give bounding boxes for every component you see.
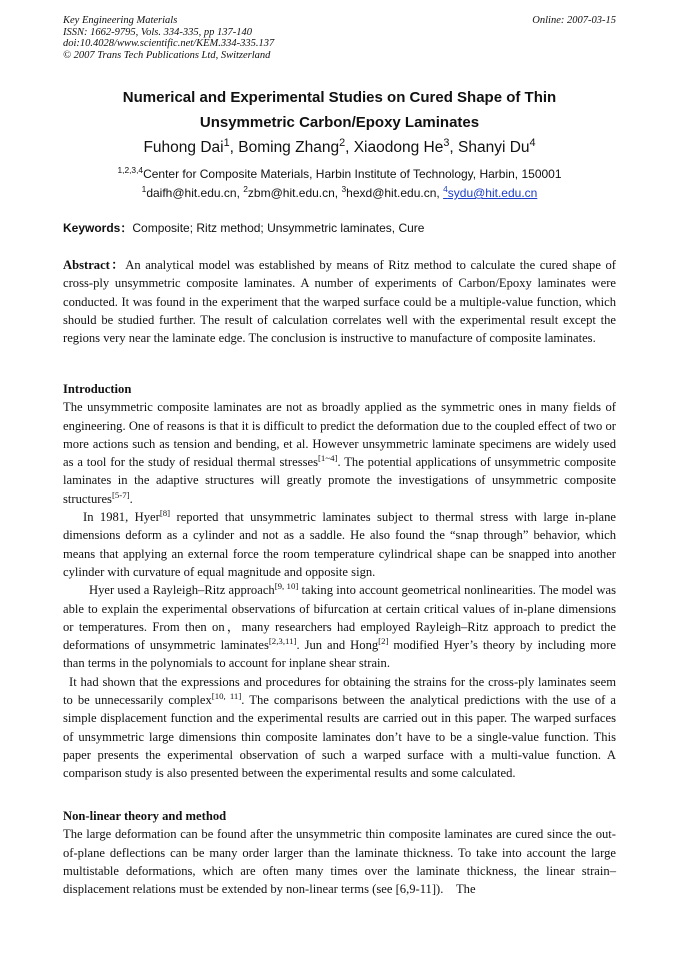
text-span: . The potential applications of unsymmetric composite laminates in the adaptive structures will greatly promote the investigations of unsymmetric composite structures: [63, 455, 616, 506]
nonlinear-heading: Non-linear theory and method: [63, 809, 227, 823]
email-sup: 2: [243, 184, 248, 194]
affiliation-line: [63, 165, 616, 184]
abstract-label: Abstract：: [63, 258, 126, 272]
text-span: reported that unsymmetric laminates subject to thermal stress with large in-plane dimensions deform as a cylinder and not as a saddle. He also found the “snap through” behavior, which means that applying an external force the room temperature cylindrical shape can be snapped into another cylinder with curvature of equal magnitude and opposite sign.: [63, 510, 616, 579]
email-sup: 1: [141, 184, 147, 194]
keywords-text: Composite; Ritz method; Unsymmetric laminates, Cure: [132, 221, 425, 235]
email-text: hexd@hit.edu.cn,: [346, 186, 440, 200]
introduction-heading: Introduction: [63, 382, 132, 396]
title-line-2: Unsymmetric Carbon/Epoxy Laminates: [199, 114, 480, 131]
email-line: [63, 184, 616, 203]
nonlinear-paragraph-1: The large deformation can be found after the unsymmetric thin composite laminates are cured since the out-of-plane deflections can be many order larger than the laminate thickness. To take into account the large multistable deformations, which are often many times over the laminate thickness, the linear strain–displacement relations must be extended by non-linear terms (see [6,9-11]). The: [63, 827, 616, 897]
journal-name: Key Engineering Materials: [63, 15, 178, 26]
issn-line: ISSN: 1662-9795, Vols. 334-335, pp 137-140: [63, 26, 252, 38]
affiliation-block: [63, 165, 616, 203]
citation: [2,3,11]: [268, 635, 297, 646]
doi-line: doi:10.4028/www.scientific.net/KEM.334-335.137: [63, 38, 275, 49]
email-text: zbm@hit.edu.cn,: [247, 186, 339, 200]
email-sup: 3: [341, 184, 347, 194]
text-span: . The comparisons between the analytical predictions with the use of a simple displacement function and the experimental results are carried out in this paper. The warped surfaces of unsymmetric large dimensions thin composite laminates don’t have to be a single-value function. This paper presents the experimental observation of such a warped surface with a multi-value function. A comparison study is also presented between the experimental results and some calculated.: [63, 693, 617, 781]
author-list: Fuhong Dai$^1$, Boming Zhang$^2$, Xiaodong He$^3$, Shanyi Du$^4$: [143, 136, 536, 156]
text-span: . Jun and Hong: [296, 638, 379, 653]
abstract-paragraph: [63, 256, 616, 347]
intro-paragraph-1: [63, 398, 616, 508]
keywords-label: Keywords：: [63, 221, 133, 235]
email-sup: 4: [443, 184, 448, 194]
affiliation-text: Center for Composite Materials, Harbin Institute of Technology, Harbin, 150001: [143, 167, 562, 181]
nonlinear-section: [63, 807, 616, 898]
abstract-text: An analytical model was established by means of Ritz method to calculate the cured shape of cross-ply unsymmetric composite laminates. A number of experiments of Carbon/Epoxy laminates were conducted. It was found in the experiment that the warped surface could be a multiple-value function, which should be studied further. The result of calculation correlates well with the experimental result except the regions very near the laminate edge. The conclusion is instructive to manufacture of composite laminates.: [63, 258, 616, 346]
citation: [1~4]: [318, 453, 338, 463]
paper-title: [63, 85, 616, 135]
journal-header: [63, 15, 616, 61]
intro-paragraph-3: [63, 581, 616, 672]
text-span: In 1981, Hyer: [83, 510, 160, 525]
intro-paragraph-4: [63, 673, 616, 783]
email-text: sydu@hit.edu.cn: [447, 186, 538, 200]
abstract-section: [63, 256, 616, 347]
online-date: Online: 2007-03-15: [532, 15, 616, 26]
text-span: It had shown that the expressions and procedures for obtaining the strains for the cross-ply laminates seem to be unnecessarily complex: [63, 674, 616, 708]
text-span: Hyer used a Rayleigh–Ritz approach: [89, 583, 275, 598]
citation: [9, 10]: [274, 581, 299, 592]
keywords-section: [63, 220, 616, 236]
text-span: .: [129, 491, 133, 506]
author-name: Shanyi Du: [458, 139, 530, 156]
citation: [2]: [378, 635, 389, 646]
citation: [8]: [159, 507, 171, 518]
title-line-1: Numerical and Experimental Studies on Cured Shape of Thin: [122, 89, 557, 106]
intro-paragraph-2: [63, 508, 616, 581]
text-span: taking into account geometrical nonlinearities. The model was able to explain the experimental observations of bifurcation at certain critical values of in-plane dimensions or temperatures. From then on，many researchers had employed Rayleigh–Ritz approach to predict the deformations of unsymmetric laminates: [63, 583, 616, 653]
email-link[interactable]: [443, 186, 537, 200]
author-sup: 2: [339, 136, 346, 149]
introduction-section: [63, 380, 616, 783]
citation: [10, 11]: [211, 690, 242, 701]
author-name: Boming Zhang: [238, 139, 340, 156]
email-text: daifh@hit.edu.cn,: [146, 186, 240, 200]
affiliation-sup: 1,2,3,4: [117, 165, 144, 175]
author-sup: 4: [529, 136, 536, 149]
author-sup: 3: [443, 136, 450, 149]
text-span: The unsymmetric composite laminates are not as broadly applied as the symmetric ones in many fields of engineering. One of reasons is that it is difficult to predict the deformation due to the coupled effect of two or more actions such as tension and bending, et al. However unsymmetric laminate specimens are widely used as a tool for the study of residual thermal stresses: [63, 400, 616, 470]
author-sup: 1: [223, 136, 230, 149]
author-name: Fuhong Dai: [143, 139, 224, 156]
citation: [5-7]: [111, 489, 130, 500]
author-name: Xiaodong He: [353, 139, 444, 156]
copyright-line: © 2007 Trans Tech Publications Ltd, Switzerland: [63, 49, 271, 61]
text-span: modified Hyer’s theory by including more than terms in the polynomials to account for inplane shear strain.: [63, 638, 616, 671]
